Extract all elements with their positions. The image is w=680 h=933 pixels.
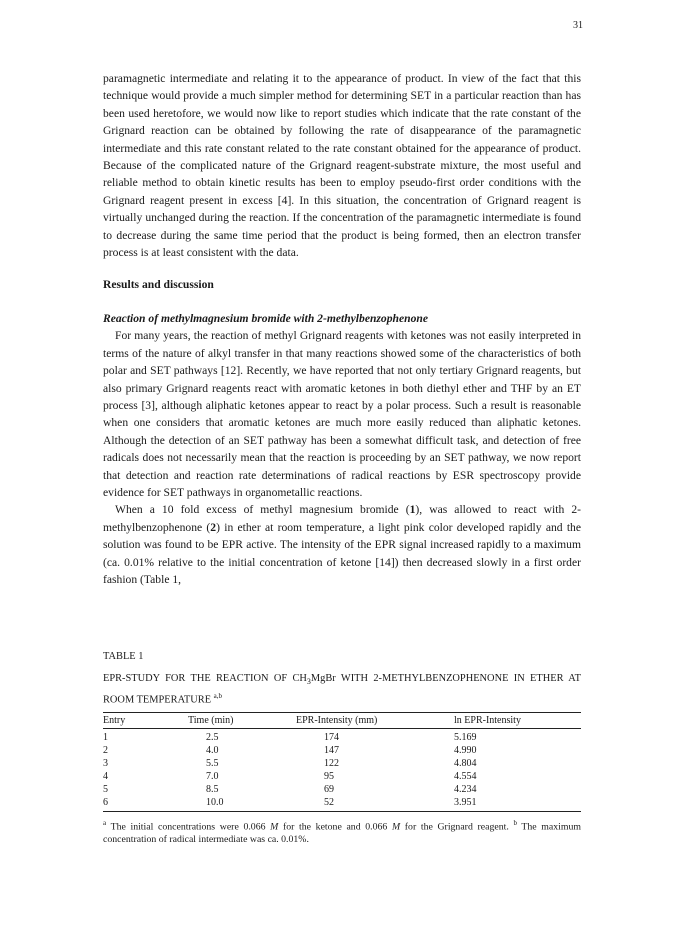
table-footnote — [103, 817, 581, 846]
cell-entry: 5 — [103, 783, 108, 795]
cell-time: 5.5 — [206, 757, 219, 769]
col-header-intensity: EPR-Intensity (mm) — [296, 712, 454, 728]
cell-time: 10.0 — [188, 796, 296, 812]
cell-ln-intensity: 4.554 — [454, 770, 477, 782]
footnote-text: The initial concentrations were 0.066 — [106, 820, 271, 832]
paragraph-text: ) in ether at room temperature, a light pink color developed rapidly and the solution was found to be EPR active. The intensity of the EPR signal increased rapidly to a maximum (ca. 0.01% relative to the initial concentration of ketone [14]) then decreased slowly in a first order fashion (Table 1, — [103, 520, 581, 586]
cell-entry: 4 — [103, 770, 108, 782]
cell-ln-intensity: 5.169 — [454, 731, 477, 743]
footnote-text: for the Grignard reagent. — [400, 820, 514, 832]
cell-time: 4.0 — [206, 744, 219, 756]
footnote-text: The maximum concentration of radical intermediate was ca. 0.01%. — [103, 820, 582, 845]
subsection-heading: Reaction of methylmagnesium bromide with 2-methylbenzophenone — [103, 311, 428, 325]
cell-intensity: 69 — [324, 783, 334, 795]
cell-intensity: 95 — [324, 770, 334, 782]
cell-time: 8.5 — [206, 783, 219, 795]
table-caption — [103, 672, 581, 708]
cell-ln-intensity: 4.990 — [454, 744, 477, 756]
table-row — [103, 770, 581, 783]
cell-intensity: 52 — [296, 796, 454, 812]
caption-superscript: a,b — [213, 692, 223, 701]
cell-time: 7.0 — [206, 770, 219, 782]
table-row — [103, 728, 581, 744]
data-table — [103, 712, 581, 812]
paragraph-text: ), was allowed to react with 2-methylbenzophenone ( — [103, 503, 582, 534]
footnote-text: for the ketone and 0.066 — [278, 820, 392, 832]
cell-intensity: 122 — [324, 757, 339, 769]
footnote-mark: b — [513, 818, 517, 827]
table-row — [103, 783, 581, 796]
table-row — [103, 757, 581, 770]
cell-entry: 2 — [103, 744, 108, 756]
unit-molar: M — [270, 820, 279, 832]
main-text — [103, 70, 581, 588]
table-row — [103, 796, 581, 812]
col-header-ln-intensity: ln EPR-Intensity — [454, 712, 581, 728]
cell-ln-intensity: 3.951 — [454, 796, 581, 812]
cell-entry: 3 — [103, 757, 108, 769]
table-label: TABLE 1 — [103, 651, 144, 662]
compound-ref: 1 — [409, 503, 416, 517]
col-header-time: Time (min) — [188, 712, 296, 728]
cell-entry: 6 — [103, 796, 188, 812]
compound-ref: 2 — [210, 520, 217, 534]
paragraph-methyl-grignard: For many years, the reaction of methyl Grignard reagents with ketones was not easily interpreted in terms of the nature of alkyl transfer in that many reactions showed some of the characteristics of both polar and SET pathways [12]. Recently, we have reported that not only tertiary Grignard reagents, but also primary Grignard reagents react with aromatic ketones in both diethyl ether and THF by an ET process [3], although aliphatic ketones appear to react by a polar process. Such a result is reasonable when one considers that aromatic ketones are much more easily reduced than aliphatic ketones. Although the detection of an SET pathway has been a somewhat difficult task, and detection of free radicals does not necessarily mean that the reaction is proceeding by an SET pathway, we now report that detection and reaction rate determinations of radical reactions by ESR spectroscopy provide evidence for SET pathways in organometallic reactions. — [103, 329, 581, 499]
caption-subscript: 3 — [306, 677, 311, 687]
col-header-entry: Entry — [103, 712, 188, 728]
table-1 — [103, 650, 581, 846]
paragraph-experiment — [103, 501, 581, 588]
cell-intensity: 147 — [324, 744, 339, 756]
cell-entry: 1 — [103, 731, 108, 743]
footnote-mark: a — [103, 818, 107, 827]
cell-intensity: 174 — [324, 731, 339, 743]
caption-text: MgBr WITH 2-METHYLBENZOPHENONE IN ETHER AT ROOM TEMPERATURE — [103, 673, 581, 706]
paragraph-text: When a 10 fold excess of methyl magnesium bromide ( — [115, 503, 410, 517]
cell-ln-intensity: 4.804 — [454, 757, 477, 769]
caption-text: EPR-STUDY FOR THE REACTION OF CH — [103, 673, 307, 684]
cell-ln-intensity: 4.234 — [454, 783, 477, 795]
page-number: 31 — [573, 20, 583, 31]
table-header-row — [103, 712, 581, 728]
unit-molar: M — [391, 820, 401, 832]
cell-time: 2.5 — [206, 731, 219, 743]
table-row — [103, 744, 581, 757]
intro-paragraph: paramagnetic intermediate and relating it to the appearance of product. In view of the fact that this technique would provide a much simpler method for determining SET in a particular reaction than has been used heretofore, we would now like to report studies which indicate that the rate constant of the Grignard reaction can be obtained by following the rate of disappearance of the paramagnetic intermediate and this rate constant related to the rate constant obtained for the appearance of product. Because of the complicated nature of the Grignard reagent-substrate mixture, the most useful and reliable method to obtain kinetic results has been to employ pseudo-first order conditions with the Grignard reagent present in excess [4]. In this situation, the concentration of Grignard reagent is virtually unchanged during the reaction. If the concentration of the paramagnetic intermediate is found to decrease during the same time period that the product is being formed, then an electron transfer process is at least consistent with the data. — [103, 72, 581, 260]
section-heading: Results and discussion — [103, 278, 214, 292]
